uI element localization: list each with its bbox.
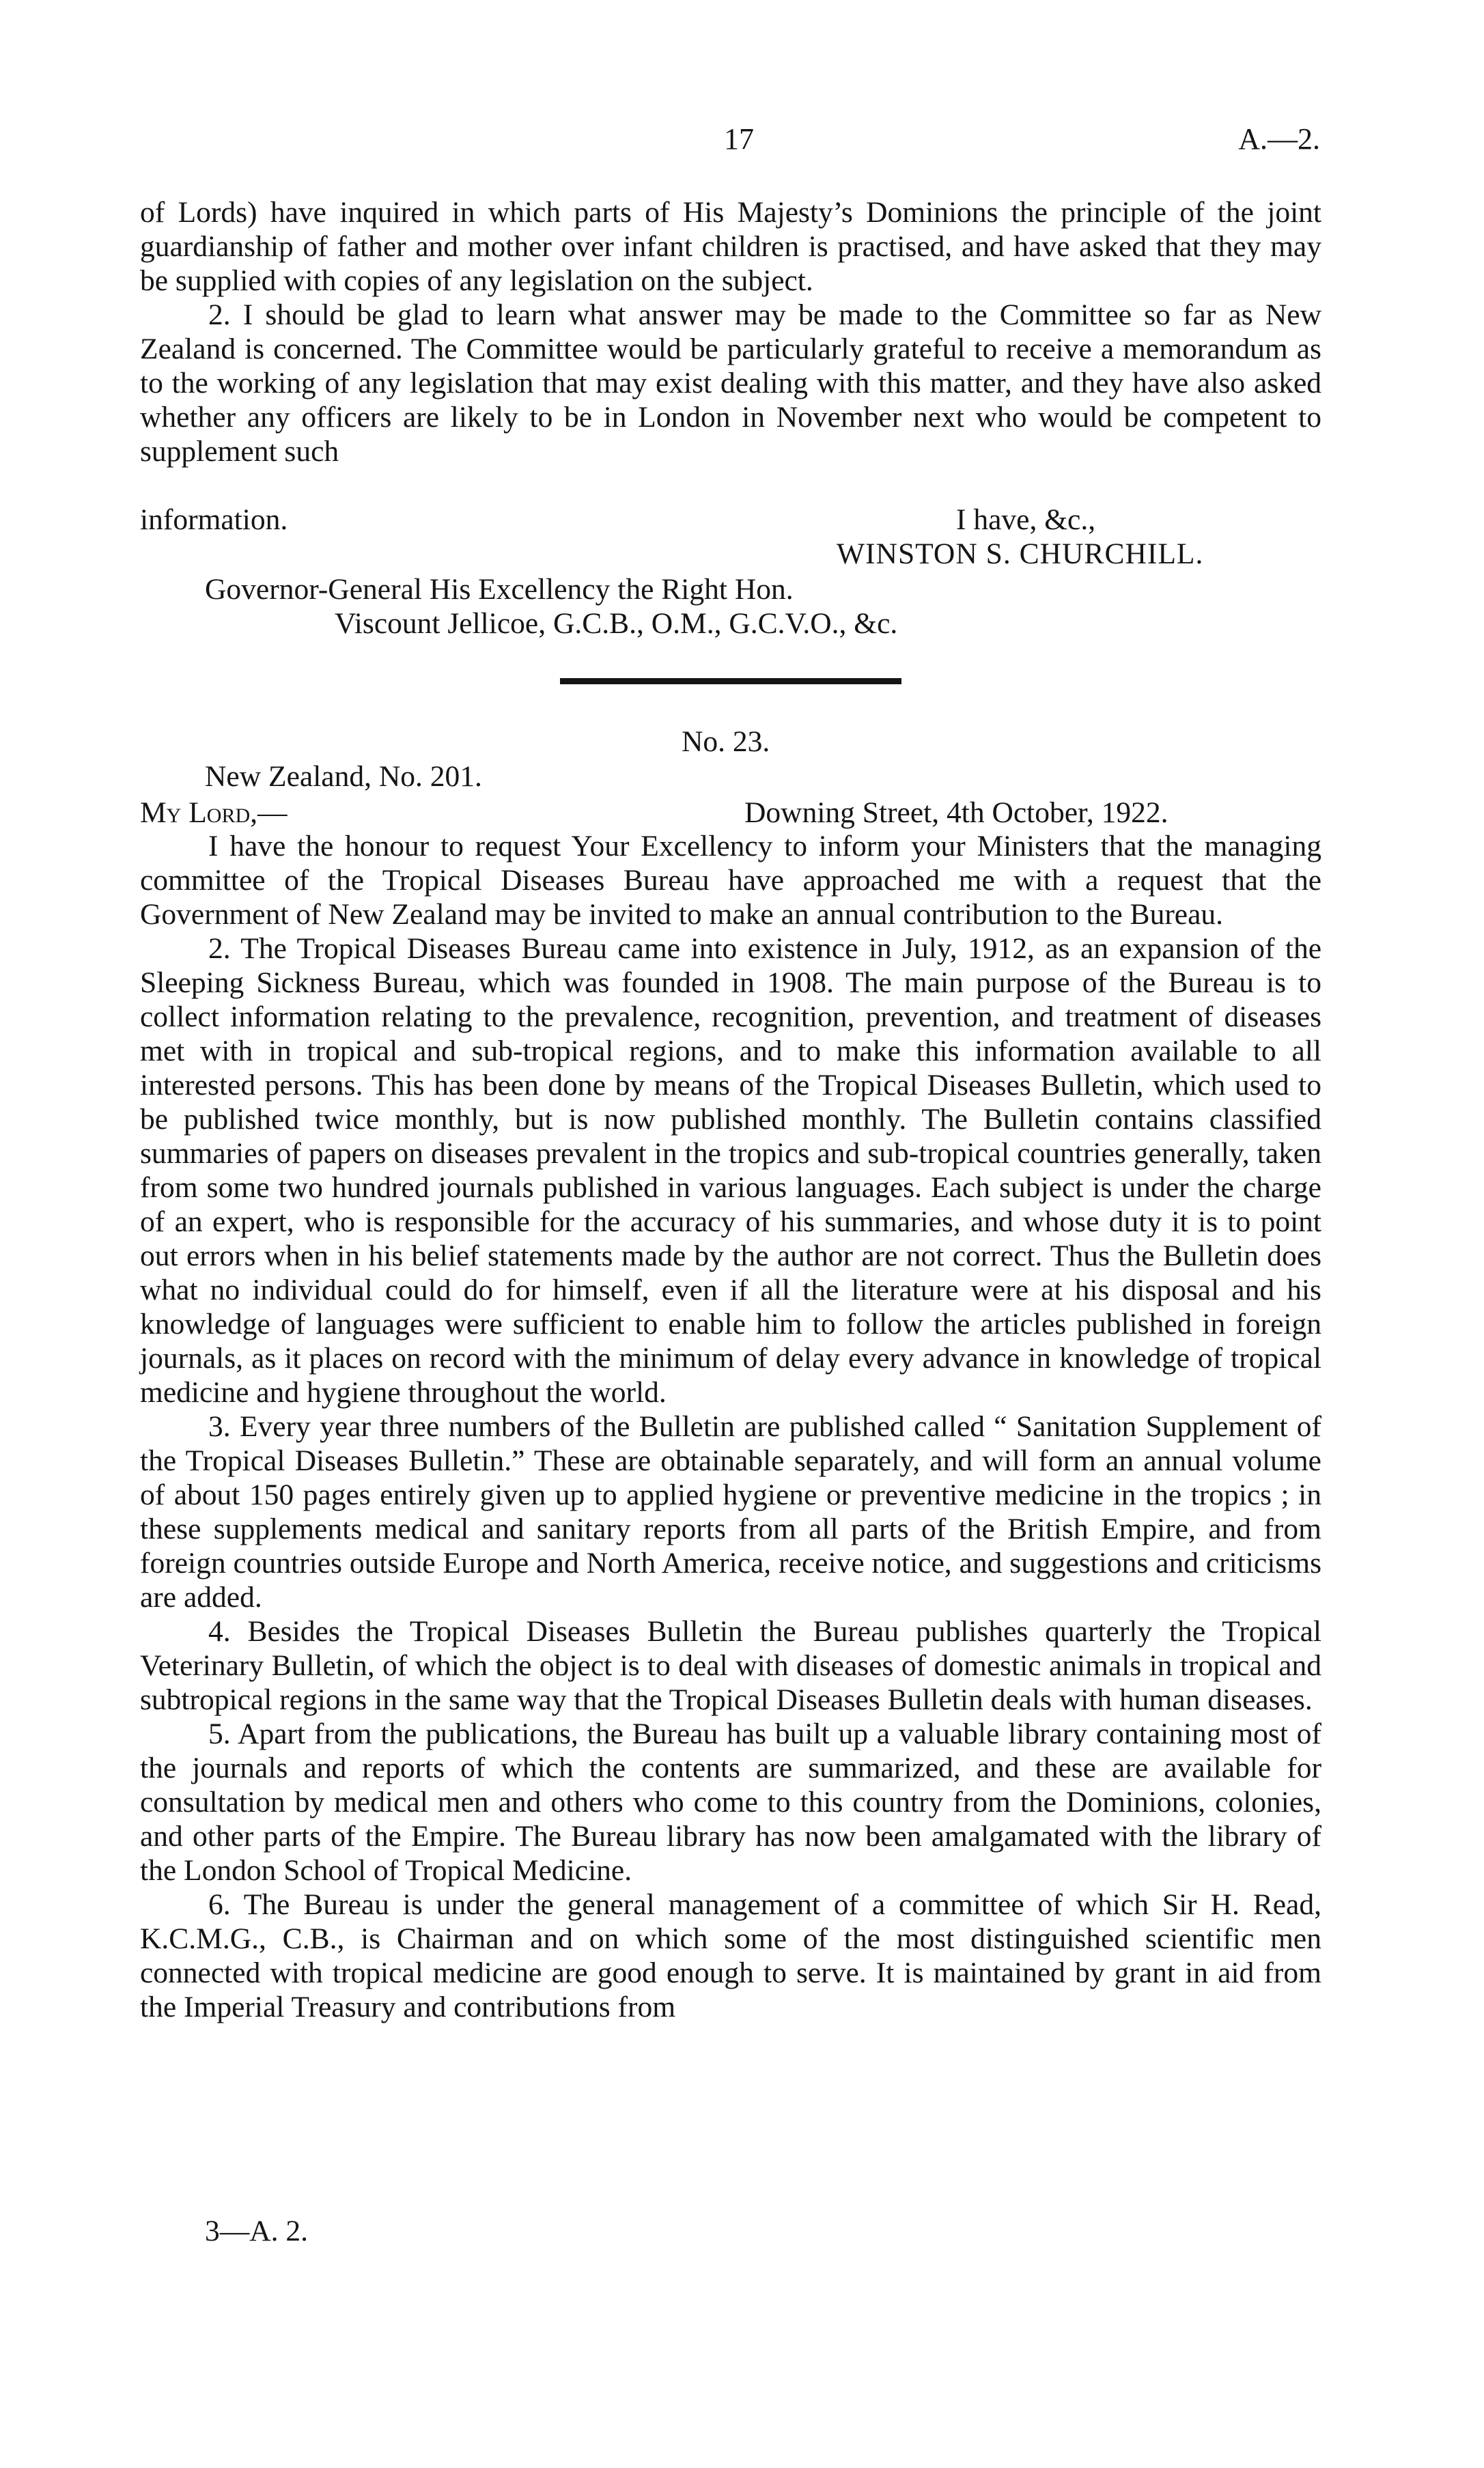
paragraph: 2. I should be glad to learn what answer may be made to the Committee so far as New Zealand is concerned. The Committee would be particularly grateful to receive a memorandum as to the working of any legislation that may exist dealing with this matter, and they have also asked whether any officers are likely to be in London in November next who would be competent to supplement such	[140, 298, 1321, 468]
salutation-line	[140, 796, 1321, 830]
paragraph: 6. The Bureau is under the general management of a committee of which Sir H. Read, K.C.M.G., C.B., is Chairman and on which some of the most distinguished scientific men connected with tropical medicine are good enough to serve. It is maintained by grant in aid from the Imperial Treasury and contributions from	[140, 1888, 1321, 2023]
signature-reference: 3—A. 2.	[205, 2215, 309, 2247]
paragraph: I have the honour to request Your Excellency to inform your Ministers that the managing committee of the Tropical Diseases Bureau have approached me with a request that the Government of New Zealand may be invited to make an annual contribution to the Bureau.	[140, 830, 1321, 931]
document-number: No. 23.	[682, 725, 770, 758]
dispatch-reference: New Zealand, No. 201.	[205, 760, 482, 793]
place-date: Downing Street, 4th October, 1922.	[744, 796, 1168, 829]
paragraph: of Lords) have inquired in which parts of His Majesty’s Dominions the principle of the joint guardianship of father and mother over infant children is practised, and have asked that they may be supplied with copies of any legislation on the subject.	[140, 196, 1321, 297]
paragraph-end: information.	[140, 503, 288, 536]
paragraph: 2. The Tropical Diseases Bureau came into existence in July, 1912, as an expansion of the Sleeping Sickness Bureau, which was founded in 1908. The main purpose of the Bureau is to collect information relating to the prevalence, recognition, prevention, and treatment of diseases met with in tropical and sub-tropical regions, and to make this information available to all interested persons. This has been done by means of the Tropical Diseases Bulletin, which used to be published twice monthly, but is now published monthly. The Bulletin contains classified summaries of papers on diseases prevalent in the tropics and sub-tropical countries generally, taken from some two hundred journals published in various languages. Each subject is under the charge of an expert, who is responsible for the accuracy of his summaries, and whose duty it is to point out errors when in his belief statements made by the author are not correct. Thus the Bulletin does what no individual could do for himself, even if all the literature were at his disposal and his knowledge of languages were sufficient to enable him to follow the articles published in foreign journals, as it places on record with the minimum of delay every advance in knowledge of tropical medicine and hygiene throughout the world.	[140, 932, 1321, 1409]
page-header	[0, 122, 1484, 169]
closing-line	[140, 503, 1321, 537]
closing-formula: I have, &c.,	[956, 503, 1096, 536]
signatory: WINSTON S. CHURCHILL.	[837, 537, 1204, 570]
paragraph: 4. Besides the Tropical Diseases Bulletin the Bureau publishes quarterly the Tropical Veterinary Bulletin, of which the object is to deal with diseases of domestic animals in tropical and subtropical regions in the same way that the Tropical Diseases Bulletin deals with human diseases.	[140, 1615, 1321, 1716]
addressee-line: Governor-General His Excellency the Right Hon.	[205, 573, 794, 606]
letter-body	[140, 829, 1321, 2024]
document-reference: A.—2.	[1238, 122, 1320, 156]
addressee-line: Viscount Jellicoe, G.C.B., O.M., G.C.V.O., &c.	[335, 607, 898, 640]
paragraph: 5. Apart from the publications, the Bureau has built up a valuable library containing most of the journals and reports of which the contents are summarized, and these are available for consultation by medical men and others who come to this country from the Dominions, colonies, and other parts of the Empire. The Bureau library has now been amalgamated with the library of the London School of Tropical Medicine.	[140, 1717, 1321, 1887]
letter-continuation	[140, 195, 1321, 468]
section-divider	[560, 678, 901, 684]
salutation: My Lord,—	[140, 796, 288, 829]
paragraph: 3. Every year three numbers of the Bulletin are published called “ Sanitation Supplement of the Tropical Diseases Bulletin.” These are obtainable separately, and will form an annual volume of about 150 pages entirely given up to applied hygiene or preventive medicine in the tropics ; in these supplements medical and sanitary reports from all parts of the British Empire, and from foreign countries outside Europe and North America, receive notice, and suggestions and criticisms are added.	[140, 1410, 1321, 1614]
page-number: 17	[724, 122, 754, 156]
